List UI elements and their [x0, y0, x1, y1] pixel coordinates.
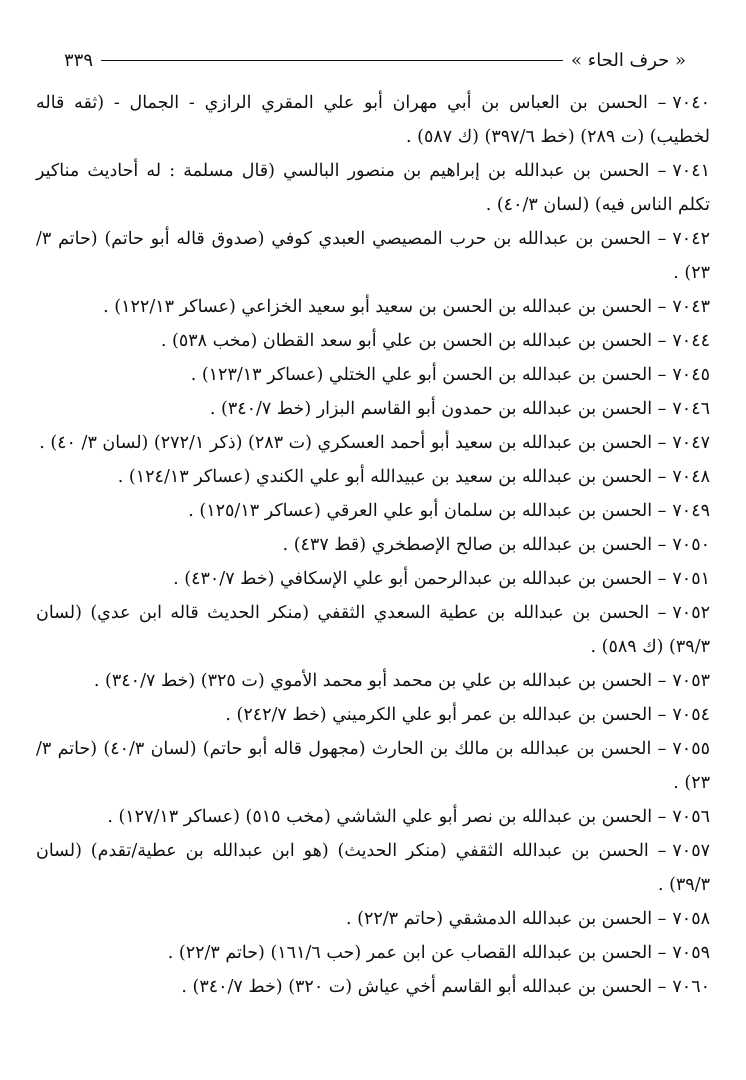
entry-number: ٧٠٥٣	[672, 671, 710, 691]
entry	[36, 800, 710, 834]
entry-text: – الحسن بن عبدالله بن الحسن أبو علي الختلي (عساكر ١٢٣/١٣) .	[190, 365, 667, 385]
entry-text: – الحسن بن عبدالله أبو القاسم أخي عياش (ت ٣٢٠) (خط ٣٤٠/٧) .	[181, 977, 667, 997]
page-number: ٣٣٩	[64, 49, 94, 71]
entry-number: ٧٠٤٦	[672, 399, 710, 419]
entry-text: – الحسن بن عبدالله بن الحسن بن علي أبو سعد القطان (مخب ٥٣٨) .	[160, 331, 667, 351]
entry	[36, 834, 710, 902]
entry-text: – الحسن بن عبدالله بن حرب المصيصي العبدي كوفي (صدوق قاله أبو حاتم) (حاتم ٣/ ٢٣) .	[36, 229, 710, 283]
entry	[36, 426, 710, 460]
entry-text: – الحسن بن عبدالله بن حمدون أبو القاسم البزار (خط ٣٤٠/٧) .	[209, 399, 667, 419]
entry	[36, 222, 710, 290]
entry	[36, 460, 710, 494]
entry-text: – الحسن بن عبدالله بن عبدالرحمن أبو علي الإسكافي (خط ٤٣٠/٧) .	[173, 569, 667, 589]
entry-number: ٧٠٤٩	[672, 501, 710, 521]
running-header	[64, 40, 686, 80]
entry-number: ٧٠٤٠	[672, 93, 710, 113]
entry	[36, 970, 710, 1004]
entry-number: ٧٠٦٠	[672, 977, 710, 997]
entry-text: – الحسن بن عبدالله بن الحسن بن سعيد أبو سعيد الخزاعي (عساكر ١٢٢/١٣) .	[103, 297, 667, 317]
entry	[36, 358, 710, 392]
entry-text: – الحسن بن عبدالله بن مالك بن الحارث (مجهول قاله أبو حاتم) (لسان ٤٠/٣) (حاتم ٣/ ٢٣) .	[36, 739, 710, 793]
entry	[36, 698, 710, 732]
entry	[36, 562, 710, 596]
entry	[36, 664, 710, 698]
entry-text: – الحسن بن عبدالله الدمشقي (حاتم ٢٢/٣) .	[346, 909, 667, 929]
entry-number: ٧٠٤٣	[672, 297, 710, 317]
entry-number: ٧٠٥٨	[672, 909, 710, 929]
entry-number: ٧٠٤٥	[672, 365, 710, 385]
entry-text: – الحسن بن عبدالله بن علي بن محمد أبو محمد الأموي (ت ٣٢٥) (خط ٣٤٠/٧) .	[93, 671, 667, 691]
entry-text: – الحسن بن عبدالله بن عمر أبو علي الكرميني (خط ٢٤٢/٧) .	[225, 705, 667, 725]
entry-text: – الحسن بن عبدالله بن صالح الإصطخري (قط ٤٣٧) .	[282, 535, 667, 555]
entry-text: – الحسن بن عبدالله بن سعيد بن عبيدالله أبو علي الكندي (عساكر ١٢٤/١٣) .	[117, 467, 667, 487]
entry-text: – الحسن بن عبدالله بن نصر أبو علي الشاشي (مخب ٥١٥) (عساكر ١٢٧/١٣) .	[107, 807, 667, 827]
entry	[36, 732, 710, 800]
entry	[36, 324, 710, 358]
entry-number: ٧٠٤٢	[672, 229, 710, 249]
entry	[36, 290, 710, 324]
entry	[36, 494, 710, 528]
entry	[36, 528, 710, 562]
entry-number: ٧٠٥٦	[672, 807, 710, 827]
section-title: « حرف الحاء »	[571, 49, 686, 71]
entry-number: ٧٠٥٧	[672, 841, 710, 861]
entry-number: ٧٠٥٠	[672, 535, 710, 555]
entry-text: – الحسن بن العباس بن أبي مهران أبو علي المقري الرازي - الجمال - (ثقه قاله لخطيب) (ت ٢٨٩) (خط ٣٩٧/٦) (ك ٥٨٧) .	[36, 93, 710, 147]
entry	[36, 86, 710, 154]
entry-number: ٧٠٥٢	[672, 603, 710, 623]
entry	[36, 392, 710, 426]
entry-text: – الحسن بن عبدالله الثقفي (منكر الحديث) (هو ابن عبدالله بن عطية/تقدم) (لسان ٣٩/٣) .	[36, 841, 710, 895]
entry-list	[36, 86, 710, 1004]
entry-number: ٧٠٥٤	[672, 705, 710, 725]
entry	[36, 154, 710, 222]
entry	[36, 902, 710, 936]
entry-number: ٧٠٥١	[672, 569, 710, 589]
entry-number: ٧٠٤٨	[672, 467, 710, 487]
entry	[36, 596, 710, 664]
entry	[36, 936, 710, 970]
entry-number: ٧٠٤١	[672, 161, 710, 181]
entry-text: – الحسن بن عبدالله بن إبراهيم بن منصور البالسي (قال مسلمة : له أحاديث مناكير تكلم الناس فيه) (لسان ٤٠/٣) .	[36, 161, 710, 215]
entry-number: ٧٠٤٧	[672, 433, 710, 453]
entry-number: ٧٠٥٥	[672, 739, 710, 759]
entry-text: – الحسن بن عبدالله بن عطية السعدي الثقفي (منكر الحديث قاله ابن عدي) (لسان ٣٩/٣) (ك ٥٨٩) .	[36, 603, 710, 657]
header-rule	[101, 60, 563, 61]
entry-text: – الحسن بن عبدالله بن سعيد أبو أحمد العسكري (ت ٢٨٣) (ذكر ٢٧٢/١) (لسان ٣/ ٤٠) .	[39, 433, 667, 453]
entry-text: – الحسن بن عبدالله بن سلمان أبو علي العرقي (عساكر ١٢٥/١٣) .	[188, 501, 667, 521]
entry-number: ٧٠٥٩	[672, 943, 710, 963]
entry-text: – الحسن بن عبدالله القصاب عن ابن عمر (حب ١٦١/٦) (حاتم ٢٢/٣) .	[167, 943, 667, 963]
entry-number: ٧٠٤٤	[672, 331, 710, 351]
